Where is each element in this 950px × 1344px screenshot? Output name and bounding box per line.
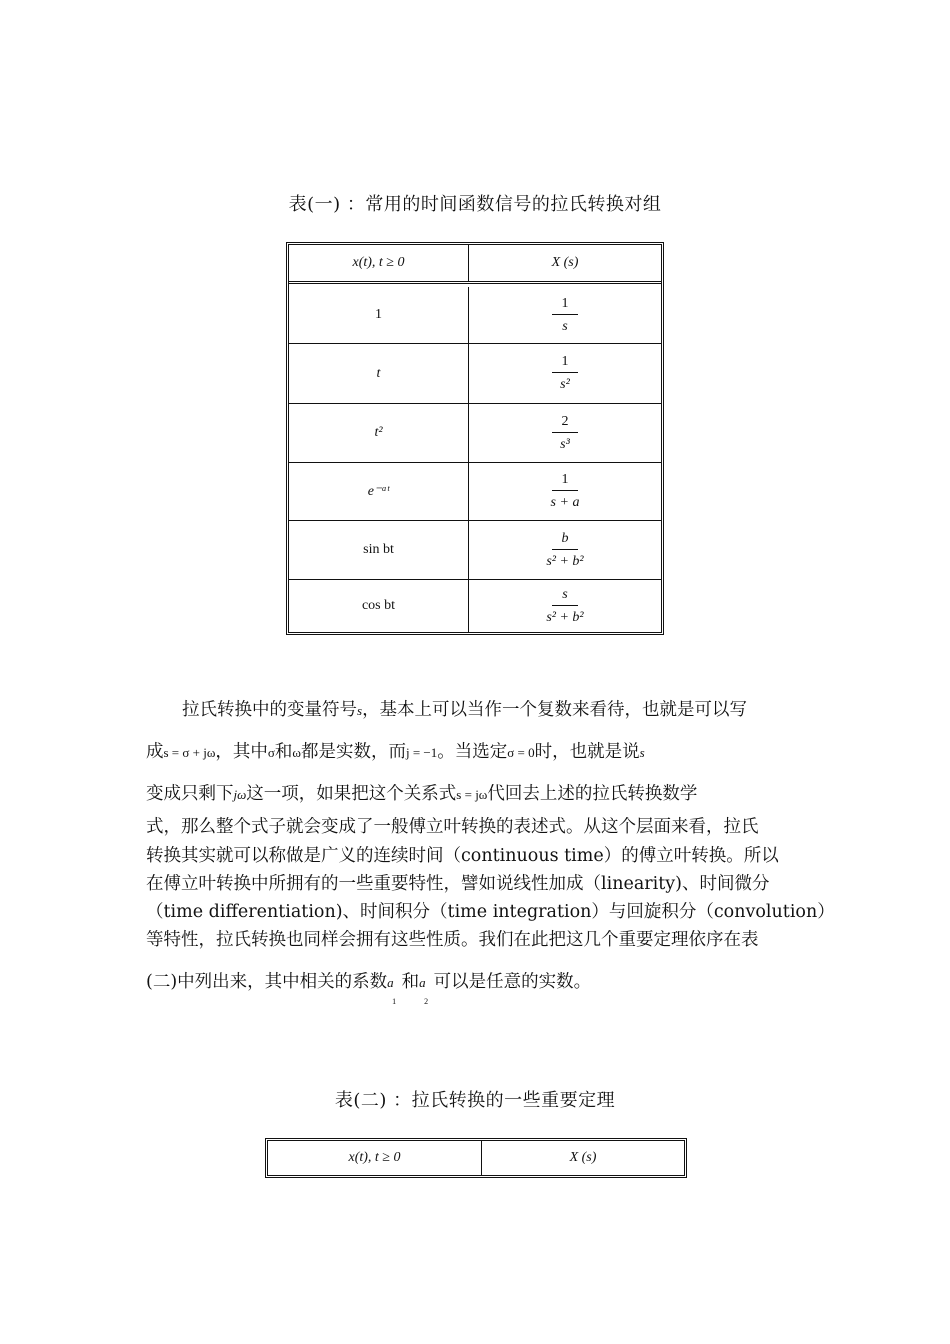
paragraph-line: 成s = σ + jω，其中σ和ω都是实数，而j = −1。当选定σ = 0时，也就是说s [146,742,645,762]
laplace-transform: $\frac{b}{\text{s² + b²}}$ [546,530,584,569]
paragraph-line: 变成只剩下jω这一项，如果把这个关系式s = jω代回去上述的拉氏转换数学 [146,784,698,804]
table-header-row [289,245,661,284]
header-time-domain: x(t), t ≥ 0 [289,245,469,281]
header-s-domain: X (s) [569,1150,597,1165]
laplace-theorems-table [265,1138,687,1178]
laplace-transform: $\frac{s}{\text{s² + b²}}$ [546,586,584,625]
paragraph-line: (二)中列出来，其中相关的系数a 1 和a 2 可以是任意的实数。 [146,972,592,1006]
laplace-transform: $\frac{1}{\text{s²}}$ [469,344,661,403]
time-function: cos bt [289,580,469,632]
paragraph-line: 拉氏转换中的变量符号s，基本上可以当作一个复数来看待，也就是可以写 [182,700,748,720]
table-row [289,463,661,521]
paragraph-line: （time differentiation)、时间积分（time integration）与回旋积分（convolution） [146,902,835,922]
table-header-row [268,1141,640,1175]
table-row [289,521,661,580]
paragraph-line: 式，那么整个式子就会变成了一般傅立叶转换的表述式。从这个层面来看，拉氏 [146,817,759,837]
table-row [289,580,661,632]
time-function: sin bt [289,521,469,579]
paragraph-line: 在傅立叶转换中所拥有的一些重要特性，譬如说线性加成（linearity)、时间微分 [146,874,770,894]
paragraph-line: 等特性，拉氏转换也同样会拥有这些性质。我们在此把这几个重要定理依序在表 [146,930,759,950]
table2-caption: 表(二) ：拉氏转换的一些重要定理 [334,1090,616,1111]
paragraph-line: 转换其实就可以称做是广义的连续时间（continuous time）的傅立叶转换。所以 [146,846,779,866]
table-row [289,344,661,404]
laplace-pairs-table [286,242,664,635]
time-function: t² [289,404,469,462]
laplace-transform: $\frac{1}{s}$ [469,287,661,343]
header-s-domain: X (s) [551,255,579,270]
table-row [289,404,661,463]
laplace-transform: $\frac{2}{\text{s³}}$ [469,404,661,462]
time-function: e⁻ᵃᵗ [289,463,469,520]
table-row [289,287,661,344]
time-function: 1 [289,287,469,343]
header-time-domain: x(t), t ≥ 0 [268,1141,482,1175]
time-function: t [289,344,469,403]
table1-caption: 表(一) ：常用的时间函数信号的拉氏转换对组 [288,194,662,215]
laplace-transform: $\frac{1}{s + a}$ [550,472,580,510]
